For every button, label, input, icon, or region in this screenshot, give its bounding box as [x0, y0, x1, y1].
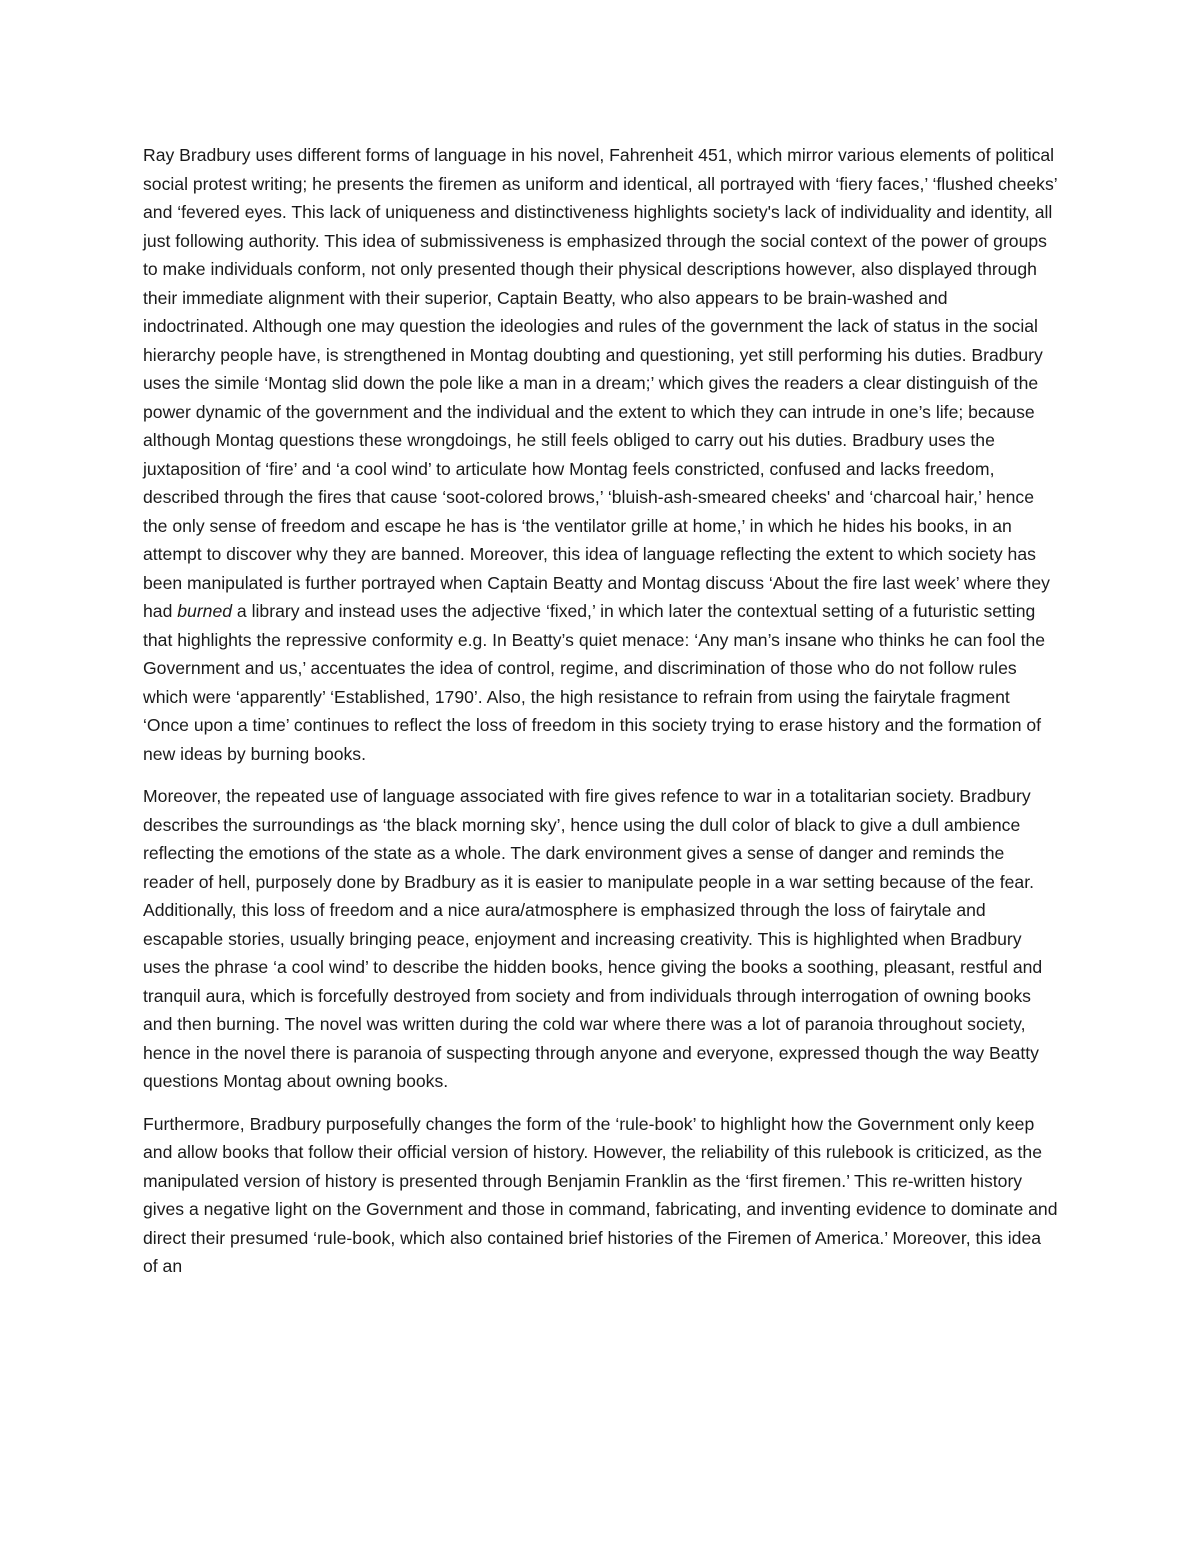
paragraph-1 — [143, 141, 1058, 768]
document-body — [143, 141, 1058, 1295]
paragraph-1-text-after: a library and instead uses the adjective ‘fixed,’ in which later the contextual setting of a futuristic setting that highlights the repressive conformity e.g. In Beatty’s quiet menace: ‘Any man’s insane who thinks he can fool the Government and us,’ accentuates the idea of control, regime, and discrimination of those who do not follow rules which were ‘apparently’ ‘Established, 1790’. Also, the high resistance to refrain from using the fairytale fragment ‘Once upon a time’ continues to reflect the loss of freedom in this society trying to erase history and the formation of new ideas by burning books. — [143, 601, 1046, 764]
paragraph-3: Furthermore, Bradbury purposefully changes the form of the ‘rule-book’ to highlight how the Government only keep and allow books that follow their official version of history. However, the reliability of this rulebook is criticized, as the manipulated version of history is presented through Benjamin Franklin as the ‘first firemen.’ This re-written history gives a negative light on the Government and those in command, fabricating, and inventing evidence to dominate and direct their presumed ‘rule-book, which also contained brief histories of the Firemen of America.’ Moreover, this idea of an — [143, 1113, 1058, 1276]
paragraph-1-text-before: Ray Bradbury uses different forms of language in his novel, Fahrenheit 451, which mirror various elements of political social protest writing; he presents the firemen as uniform and identical, all portrayed with ‘fiery faces,’ ‘flushed cheeks’ and ‘fevered eyes. This lack of uniqueness and distinctiveness highlights society's lack of individuality and identity, all just following authority. This idea of submissiveness is emphasized through the social context of the power of groups to make individuals conform, not only presented though their physical descriptions however, also displayed through their immediate alignment with their superior, Captain Beatty, who also appears to be brain-washed and indoctrinated. Although one may question the ideologies and rules of the government the lack of status in the social hierarchy people have, is strengthened in Montag doubting and questioning, yet still performing his duties. Bradbury uses the simile ‘Montag slid down the pole like a man in a dream;’ which gives the readers a clear distinguish of the power dynamic of the government and the individual and the extent to which they can intrude in one’s life; because although Montag questions these wrongdoings, he still feels obliged to carry out his duties. Bradbury uses the juxtaposition of ‘fire’ and ‘a cool wind’ to articulate how Montag feels constricted, confused and lacks freedom, described through the fires that cause ‘soot-colored brows,’ ‘bluish-ash-smeared cheeks' and ‘charcoal hair,’ hence the only sense of freedom and escape he has is ‘the ventilator grille at home,’ in which he hides his books, in an attempt to discover why they are banned. Moreover, this idea of language reflecting the extent to which society has been manipulated is further portrayed when Captain Beatty and Montag discuss ‘About the fire last week’ where they had — [143, 145, 1058, 621]
paragraph-2: Moreover, the repeated use of language associated with fire gives refence to war in a totalitarian society. Bradbury describes the surroundings as ‘the black morning sky’, hence using the dull color of black to give a dull ambience reflecting the emotions of the state as a whole. The dark environment gives a sense of danger and reminds the reader of hell, purposely done by Bradbury as it is easier to manipulate people in a war setting because of the fear. Additionally, this loss of freedom and a nice aura/atmosphere is emphasized through the loss of fairytale and escapable stories, usually bringing peace, enjoyment and increasing creativity. This is highlighted when Bradbury uses the phrase ‘a cool wind’ to describe the hidden books, hence giving the books a soothing, pleasant, restful and tranquil aura, which is forcefully destroyed from society and from individuals through interrogation of owning books and then burning. The novel was written during the cold war where there was a lot of paranoia throughout society, hence in the novel there is paranoia of suspecting through anyone and everyone, expressed though the way Beatty questions Montag about owning books. — [143, 786, 1043, 1091]
paragraph-1-emphasis: burned — [177, 601, 233, 621]
